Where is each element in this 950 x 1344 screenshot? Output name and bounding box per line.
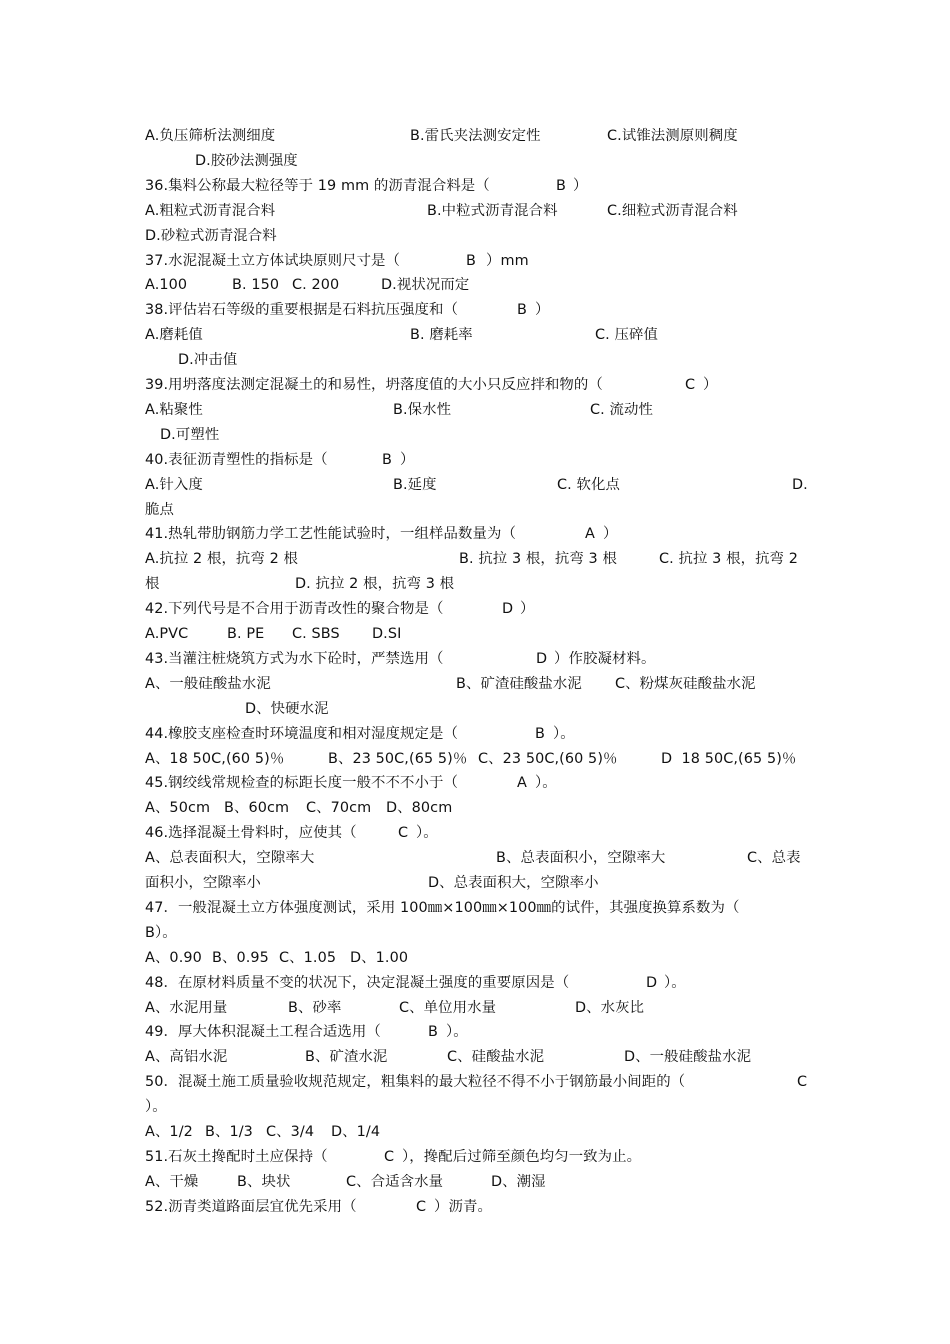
text-segment: 44.橡胶支座检查时环境温度和相对湿度规定是（ [145,725,458,742]
text-line [0,1170,950,1195]
text-segment: B [535,725,545,742]
text-segment: 37.水泥混凝土立方体试块原则尺寸是（ [145,252,401,269]
text-segment: 47．一般混凝土立方体强度测试，采用 100㎜×100㎜×100㎜的试件，其强度换算系数为（ [145,899,740,916]
text-line [0,423,950,448]
text-segment: D [502,601,514,618]
text-segment: 39.用坍落度法测定混凝土的和易性，坍落度值的大小只反应拌和物的（ [145,377,603,393]
text-segment: C、23 50C,(60 5)％ [478,750,618,767]
text-segment: B、0.95 [212,949,269,966]
text-segment: D.可塑性 [160,426,220,443]
text-line [0,199,950,224]
text-line [0,971,950,996]
text-segment: D、一般硅酸盐水泥 [624,1049,752,1066]
text-segment: 41.热轧带肋钢筋力学工艺性能试验时，一组样品数量为（ [145,526,516,543]
text-segment: ） [703,377,718,393]
text-segment: A、水泥用量 [145,999,228,1016]
text-segment: ）。 [446,1024,468,1041]
text-segment: ） [573,177,588,194]
text-segment: B [428,1024,438,1041]
text-line [0,771,950,796]
text-segment: B. 磨耗率 [410,327,473,344]
text-line [0,298,950,323]
text-line [0,448,950,473]
text-segment: A.PVC [145,626,189,642]
text-segment: D.视状况而定 [381,277,470,294]
text-line [0,373,950,398]
text-segment: C [416,1198,427,1215]
text-segment: B.保水性 [393,401,452,418]
text-segment: B、块状 [237,1173,291,1190]
text-segment: 50．混凝土施工质量验收规范规定，粗集料的最大粒径不得不小于钢筋最小间距的（ [145,1074,686,1091]
text-segment: D.胶砂法测强度 [195,152,298,169]
text-segment: C. SBS [292,626,340,642]
text-segment: ）作胶凝材料。 [554,650,656,667]
text-line [0,921,950,946]
text-segment: C、硅酸盐水泥 [447,1049,545,1066]
text-segment: A.针入度 [145,476,203,493]
text-line [0,647,950,672]
text-segment: C [384,1148,395,1165]
text-segment: B [556,177,566,194]
text-segment: D.SI [372,626,402,642]
text-segment: C、1.05 [279,949,337,966]
text-line [0,821,950,846]
text-segment: ）。 [664,974,686,991]
text-segment: C [797,1074,808,1091]
text-line [0,747,950,772]
text-segment: A、干燥 [145,1173,199,1190]
text-segment: 脆点 [145,501,174,518]
text-segment: A [517,775,527,792]
text-segment: A.粗粒式沥青混合料 [145,202,276,219]
text-line [0,722,950,747]
text-segment: D 18 50C,(65 5)％ [661,750,797,767]
text-segment: 49．厚大体积混凝土工程合适选用（ [145,1024,381,1041]
text-segment: ）。 [535,775,557,792]
text-segment: B [382,451,392,468]
text-line [0,1095,950,1120]
text-segment: B、总表面积小，空隙率大 [496,850,666,867]
text-segment: 45.钢绞线常规检查的标距长度一般不不不小于（ [145,775,458,792]
text-segment: D、潮湿 [491,1173,546,1190]
text-segment: ）。 [145,1099,167,1116]
text-segment: 52.沥青类道路面层宜优先采用（ [145,1198,357,1215]
text-segment: A、一般硅酸盐水泥 [145,675,271,692]
text-segment: D.冲击值 [178,352,238,369]
text-segment: A.磨耗值 [145,327,203,344]
text-segment: ） [520,601,535,618]
text-segment: C [685,377,696,393]
text-segment: D、80cm [386,800,453,817]
text-segment: A、总表面积大，空隙率大 [145,850,315,867]
text-segment: C、合适含水量 [346,1173,444,1190]
text-line [0,946,950,971]
text-segment: 面积小，空隙率小 [145,875,261,891]
text-segment: D [646,974,658,991]
text-line [0,996,950,1021]
text-segment: C. 流动性 [590,401,653,418]
text-segment: D. [792,476,808,493]
text-segment: A、0.90 [145,949,202,966]
text-segment: C、粉煤灰硅酸盐水泥 [615,675,756,692]
text-segment: D、快硬水泥 [245,700,329,717]
text-segment: C、70cm [306,800,372,817]
text-line [0,672,950,697]
text-segment: B.延度 [393,476,437,493]
text-segment: ），搀配后过筛至颜色均匀一致为止。 [402,1148,642,1165]
text-segment: A.粘聚性 [145,401,203,418]
text-segment: B.中粒式沥青混合料 [427,202,558,219]
text-segment: B）。 [145,924,177,941]
text-line [0,796,950,821]
text-segment: A、18 50C,(60 5)％ [145,750,285,767]
text-line [0,1045,950,1070]
text-segment: C. 软化点 [557,476,620,493]
text-line [0,473,950,498]
text-line [0,1195,950,1220]
text-segment: B、60cm [224,800,290,817]
text-segment: B [466,252,476,269]
text-line [0,846,950,871]
text-segment: C. 抗拉 3 根，抗弯 2 [659,551,798,568]
text-segment: C.试锥法测原则稠度 [607,128,738,144]
text-segment: B [517,302,527,319]
text-segment: A [585,526,595,543]
text-segment: D. 抗拉 2 根，抗弯 3 根 [295,576,455,593]
text-line [0,348,950,373]
text-segment: ） [603,526,618,543]
text-segment: D、1/4 [331,1124,381,1140]
text-line [0,697,950,722]
text-segment: B、矿渣水泥 [305,1049,388,1066]
text-segment: 40.表征沥青塑性的指标是（ [145,451,328,468]
text-segment: C. 200 [292,277,340,294]
text-line [0,323,950,348]
text-line [0,597,950,622]
text-line [0,273,950,298]
text-segment: C [398,825,409,842]
text-segment: B、23 50C,(65 5)％ [328,750,468,767]
text-segment: B. 抗拉 3 根，抗弯 3 根 [459,551,617,568]
text-segment: 根 [145,576,160,593]
text-segment: A.负压筛析法测细度 [145,128,276,144]
text-segment: A、1/2 [145,1124,193,1140]
text-line [0,174,950,199]
text-segment: D、总表面积大，空隙率小 [428,875,599,891]
text-segment: C. 压碎值 [595,327,658,344]
text-segment: C、3/4 [266,1124,315,1140]
text-segment: B. 150 [232,277,280,294]
text-segment: ） [400,451,415,468]
text-segment: A.抗拉 2 根，抗弯 2 根 [145,551,299,568]
text-segment: 42.下列代号是不合用于沥青改性的聚合物是（ [145,601,444,618]
text-line [0,871,950,896]
text-line [0,547,950,572]
text-segment: C.细粒式沥青混合料 [607,202,738,219]
text-segment: B、1/3 [205,1124,253,1140]
text-segment: B. PE [227,626,265,642]
text-line [0,149,950,174]
text-segment: D、水灰比 [575,999,645,1016]
text-line [0,572,950,597]
text-segment: D、1.00 [350,949,409,966]
text-segment: D.砂粒式沥青混合料 [145,227,277,244]
text-segment: ）。 [553,725,575,742]
text-segment: D [536,650,548,667]
text-line [0,224,950,249]
text-line [0,1145,950,1170]
text-segment: B、矿渣硅酸盐水泥 [456,675,582,692]
text-segment: 36.集料公称最大粒径等于 19 mm 的沥青混合料是（ [145,177,490,194]
text-line [0,896,950,921]
text-segment: B.雷氏夹法测安定性 [410,128,541,144]
text-line [0,522,950,547]
text-segment: C、单位用水量 [399,999,497,1016]
text-segment: 43.当灌注桩烧筑方式为水下砼时，严禁选用（ [145,650,444,667]
text-segment: ） [535,302,550,319]
text-line [0,398,950,423]
text-segment: 48．在原材料质量不变的状况下，决定混凝土强度的重要原因是（ [145,974,570,991]
text-segment: ）mm [486,252,529,269]
text-segment: B、砂率 [288,999,342,1016]
text-segment: A.100 [145,277,188,294]
text-line [0,1070,950,1095]
text-segment: ）沥青。 [434,1198,492,1215]
text-line [0,124,950,149]
text-line [0,498,950,523]
text-line [0,1020,950,1045]
text-segment: 38.评估岩石等级的重要根据是石料抗压强度和（ [145,302,458,319]
text-segment: 51.石灰土搀配时土应保持（ [145,1148,328,1165]
text-segment: ）。 [416,825,438,842]
text-line [0,1120,950,1145]
text-segment: A、50cm [145,800,211,817]
text-segment: 46.选择混凝土骨料时，应使其（ [145,825,357,842]
text-line [0,622,950,647]
text-segment: A、高铝水泥 [145,1049,228,1066]
text-line [0,249,950,274]
text-segment: C、总表 [747,850,801,867]
